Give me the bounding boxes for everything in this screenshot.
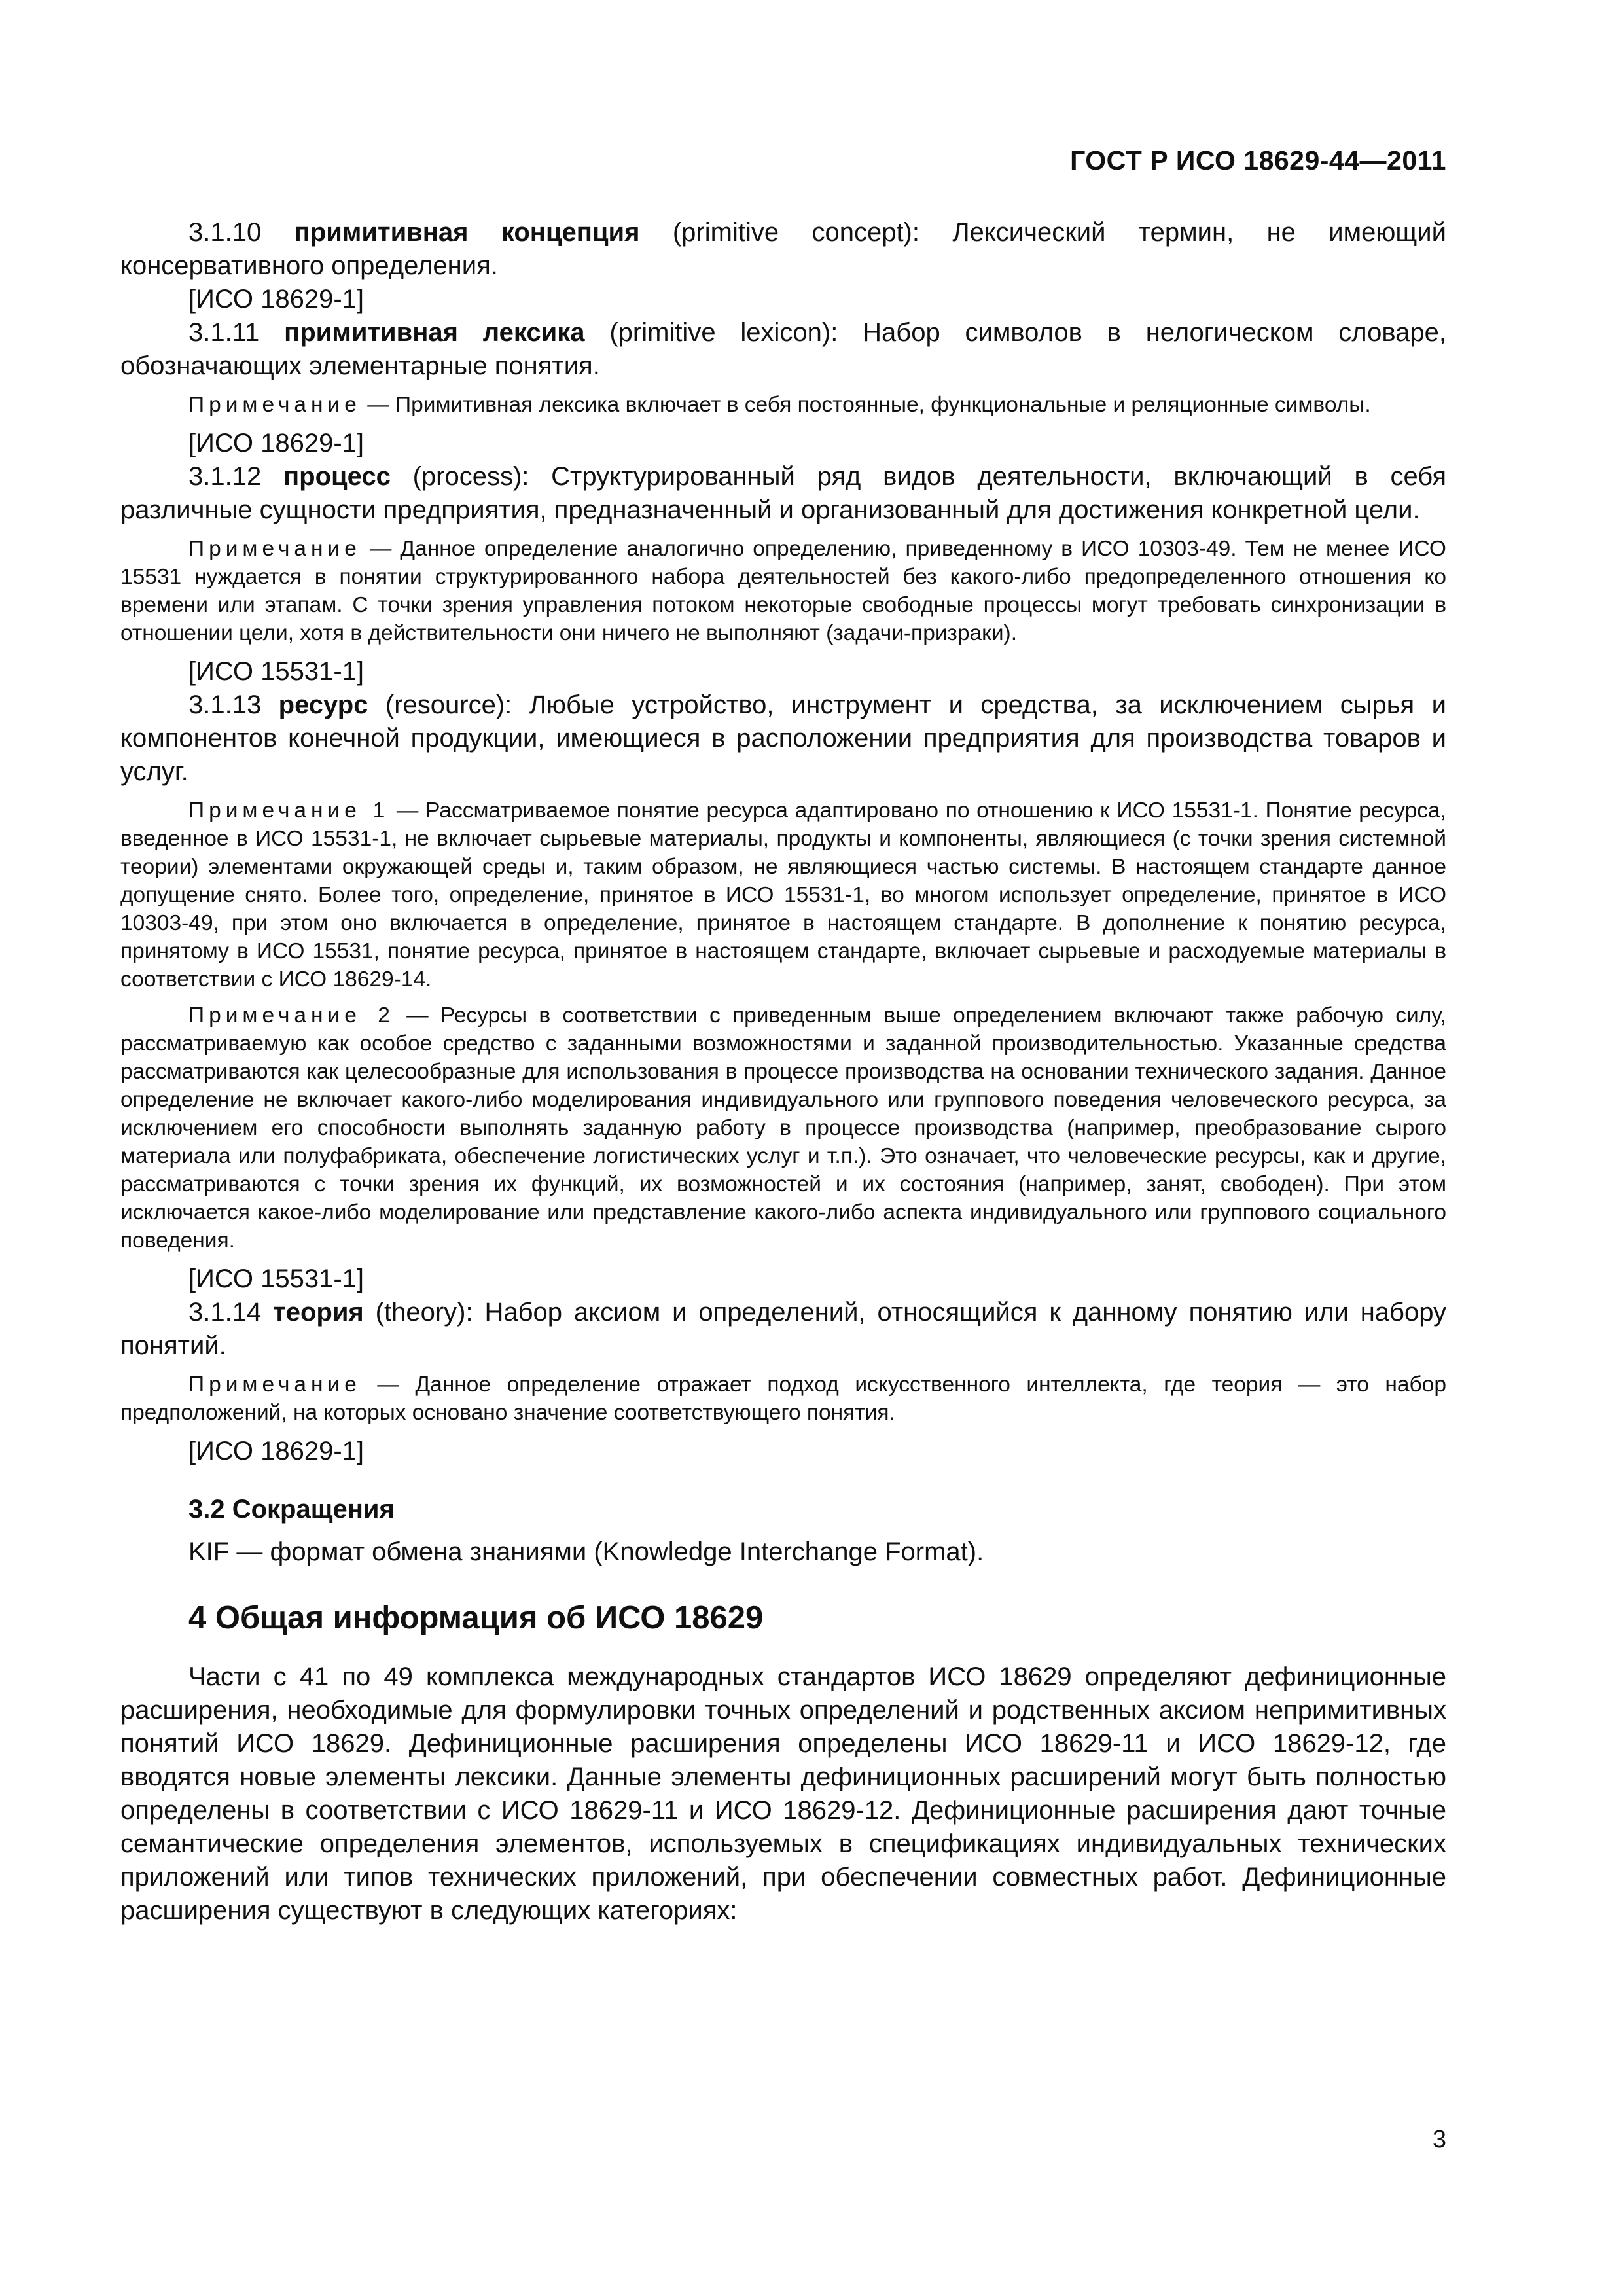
term-name: теория (273, 1298, 364, 1327)
term-note (120, 789, 1446, 994)
note-label: Примечание 2 (188, 1003, 395, 1028)
term-description: (primitive lexicon): Набор символов в нелогическом словаре, обозначающих элементарные понятия. (120, 318, 1446, 380)
term-name: процесс (283, 462, 391, 491)
note-text: — Ресурсы в соответствии с приведенным выше определением включают также рабочую силу, рассматриваемую как особое средство с заданными возможностями и заданной производительностью. Указанные средства рассматриваются как целесообразные для использования в процессе производства на основании технического задания. Данное определение не включает какого-либо моделирования индивидуального или группового поведения человеческого ресурса, за исключением его способности выполнять заданную работу в процессе производства (например, преобразование сырого материала или полуфабриката, обеспечение логистических услуг и т.п.). Это означает, что человеческие ресурсы, как и другие, рассматриваются с точки зрения их функций, их возможностей и их состояния (например, занят, свободен). При этом исключается какое-либо моделирование или представление какого-либо аспекта индивидуального или группового социального поведения. (120, 1003, 1446, 1253)
term-note (120, 994, 1446, 1255)
term-entry (120, 460, 1446, 689)
note-label: Примечание 1 (188, 798, 390, 823)
term-number: 3.1.10 (188, 218, 262, 247)
document-body (120, 216, 1446, 1928)
term-definition (120, 1296, 1446, 1363)
section-paragraph: Части с 41 по 49 комплекса международных стандартов ИСО 18629 определяют дефиниционные расширения, необходимые для формулировки точных определений и родственных аксиом непримитивных понятий ИСО 18629. Дефиниционные расширения определены ИСО 18629-11 и ИСО 18629-12, где вводятся новые элементы лексики. Данные элементы дефиниционных расширений могут быть полностью определены в соответствии с ИСО 18629-11 и ИСО 18629-12. Дефиниционные расширения дают точные семантические определения элементов, используемых в спецификациях индивидуальных технических приложений или типов технических приложений, при обеспечении совместных работ. Дефиниционные расширения существуют в следующих категориях: (120, 1662, 1446, 1925)
term-name: примитивная концепция (294, 218, 640, 247)
term-definition (120, 689, 1446, 789)
term-number: 3.1.11 (188, 318, 260, 347)
note-text: — Примитивная лексика включает в себя постоянные, функциональные и реляционные символы. (361, 393, 1371, 417)
term-number: 3.1.13 (188, 691, 262, 719)
term-reference: [ИСО 18629-1] (188, 285, 365, 314)
term-number: 3.1.12 (188, 462, 262, 491)
term-note (120, 1363, 1446, 1427)
note-text: — Данное определение отражает подход искусственного интеллекта, где теория — это набор предположений, на которых основано значение соответствующего понятия. (120, 1372, 1446, 1425)
term-description: (primitive concept): Лексический термин, не имеющий консервативного определения. (120, 218, 1446, 280)
note-label: Примечание (188, 1372, 361, 1397)
term-note (120, 527, 1446, 647)
note-text: — Рассматриваемое понятие ресурса адаптировано по отношению к ИСО 15531-1. Понятие ресурса, введенное в ИСО 15531-1, не включает сырьевые материалы, продукты и компоненты, являющиеся (с точки зрения системной теории) элементами окружающей среды и, таким образом, не являющиеся частью системы. В настоящем стандарте данное допущение снято. Более того, определение, принятое в ИСО 15531-1, во многом использует определение, принятое в ИСО 10303-49, при этом оно включается в определение, принятое в настоящем стандарте. В дополнение к понятию ресурса, принятому в ИСО 15531, понятие ресурса, принятое в настоящем стандарте, включает сырьевые и расходуемые материалы в соответствии с ИСО 18629-14. (120, 798, 1446, 992)
term-reference: [ИСО 18629-1] (188, 1437, 365, 1465)
term-entry (120, 216, 1446, 316)
note-label: Примечание (188, 393, 361, 417)
term-description: (process): Структурированный ряд видов деятельности, включающий в себя различные сущности предприятия, предназначенный и организованный для достижения конкретной цели. (120, 462, 1446, 524)
term-reference: [ИСО 15531-1] (188, 1265, 365, 1293)
term-name: ресурс (278, 691, 368, 719)
note-label: Примечание (188, 537, 361, 561)
page-number: 3 (1432, 2126, 1446, 2153)
term-entry (120, 316, 1446, 460)
term-reference: [ИСО 15531-1] (188, 657, 365, 686)
document-header: ГОСТ Р ИСО 18629-44—2011 (1070, 145, 1446, 175)
term-reference: [ИСО 18629-1] (188, 429, 365, 457)
subsection-heading: 3.2 Сокращения (188, 1495, 395, 1524)
term-description: (theory): Набор аксиом и определений, относящийся к данному понятию или набору понятий. (120, 1298, 1446, 1360)
term-note (120, 383, 1446, 419)
term-entry (120, 1296, 1446, 1468)
abbreviation-entry: KIF — формат обмена знаниями (Knowledge Interchange Format). (188, 1537, 984, 1566)
term-description: (resource): Любые устройство, инструмент и средства, за исключением сырья и компонентов конечной продукции, имеющиеся в расположении предприятия для производства товаров и услуг. (120, 691, 1446, 786)
term-number: 3.1.14 (188, 1298, 262, 1327)
section-heading: 4 Общая информация об ИСО 18629 (188, 1600, 764, 1636)
term-definition (120, 460, 1446, 527)
term-definition (120, 316, 1446, 383)
term-definition (120, 216, 1446, 283)
term-name: примитивная лексика (284, 318, 585, 347)
term-entry (120, 689, 1446, 1296)
note-text: — Данное определение аналогично определению, приведенному в ИСО 10303-49. Тем не менее ИСО 15531 нуждается в понятии структурированного набора деятельностей без какого-либо предопределенного отношения ко времени или этапам. С точки зрения управления потоком некоторые свободные процессы могут требовать синхронизации в отношении цели, хотя в действительности они ничего не выполняют (задачи-призраки). (120, 537, 1446, 645)
